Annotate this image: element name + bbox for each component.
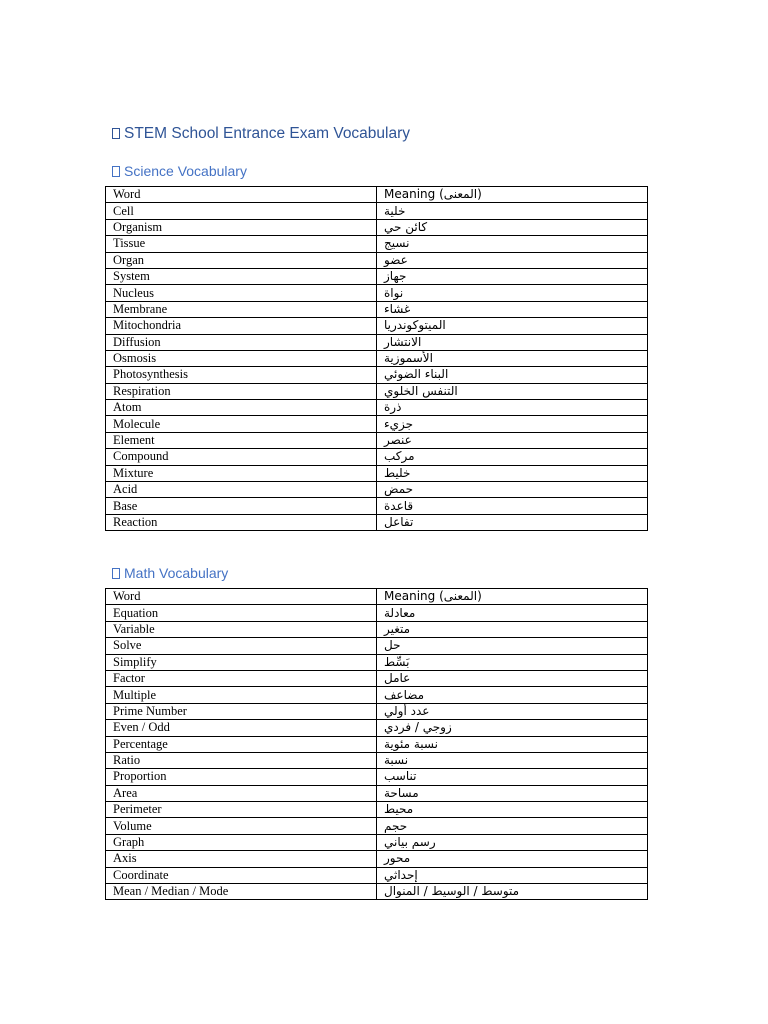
meaning-cell: زوجي / فردي xyxy=(377,720,648,736)
table-row xyxy=(106,851,648,867)
word-cell: Element xyxy=(106,432,377,448)
table-row xyxy=(106,670,648,686)
meaning-cell: إحداثي xyxy=(377,867,648,883)
table-row xyxy=(106,318,648,334)
word-cell: Area xyxy=(106,785,377,801)
meaning-cell: محيط xyxy=(377,802,648,818)
meaning-cell: حمض xyxy=(377,482,648,498)
missing-glyph-icon xyxy=(112,568,120,579)
meaning-cell: رسم بياني xyxy=(377,834,648,850)
word-cell: Percentage xyxy=(106,736,377,752)
science-heading-text: Science Vocabulary xyxy=(124,163,247,179)
meaning-cell: التنفس الخلوي xyxy=(377,383,648,399)
table-row xyxy=(106,867,648,883)
meaning-cell: الأسموزية xyxy=(377,350,648,366)
meaning-cell: قاعدة xyxy=(377,498,648,514)
meaning-cell: مساحة xyxy=(377,785,648,801)
word-cell: Even / Odd xyxy=(106,720,377,736)
meaning-cell: نسيج xyxy=(377,236,648,252)
table-row xyxy=(106,416,648,432)
table-row xyxy=(106,752,648,768)
table-row xyxy=(106,736,648,752)
word-cell: Nucleus xyxy=(106,285,377,301)
word-cell: Organ xyxy=(106,252,377,268)
table-row xyxy=(106,884,648,900)
table-row xyxy=(106,834,648,850)
word-cell: Graph xyxy=(106,834,377,850)
word-cell: Membrane xyxy=(106,301,377,317)
table-row xyxy=(106,605,648,621)
meaning-cell: الميتوكوندريا xyxy=(377,318,648,334)
math-heading-text: Math Vocabulary xyxy=(124,565,229,581)
word-cell: Mixture xyxy=(106,465,377,481)
science-section-heading xyxy=(112,163,247,179)
table-row xyxy=(106,449,648,465)
word-cell: Base xyxy=(106,498,377,514)
word-cell: Volume xyxy=(106,818,377,834)
word-cell: Compound xyxy=(106,449,377,465)
word-cell: Multiple xyxy=(106,687,377,703)
word-cell: Diffusion xyxy=(106,334,377,350)
meaning-cell: نواة xyxy=(377,285,648,301)
table-row xyxy=(106,334,648,350)
table-row xyxy=(106,703,648,719)
table-row xyxy=(106,236,648,252)
meaning-cell: عضو xyxy=(377,252,648,268)
word-cell: Perimeter xyxy=(106,802,377,818)
table-row xyxy=(106,203,648,219)
word-cell: Variable xyxy=(106,621,377,637)
word-cell: Photosynthesis xyxy=(106,367,377,383)
word-cell: Reaction xyxy=(106,514,377,530)
meaning-cell: متغير xyxy=(377,621,648,637)
meaning-cell: مركب xyxy=(377,449,648,465)
word-cell: Mean / Median / Mode xyxy=(106,884,377,900)
meaning-cell: نسبة xyxy=(377,752,648,768)
meaning-cell: معادلة xyxy=(377,605,648,621)
word-cell: Tissue xyxy=(106,236,377,252)
word-cell: Molecule xyxy=(106,416,377,432)
meaning-cell: نسبة مئوية xyxy=(377,736,648,752)
table-header-row xyxy=(106,589,648,605)
table-row xyxy=(106,400,648,416)
table-row xyxy=(106,654,648,670)
meaning-cell: الانتشار xyxy=(377,334,648,350)
word-cell: Mitochondria xyxy=(106,318,377,334)
word-cell: Osmosis xyxy=(106,350,377,366)
word-cell: Ratio xyxy=(106,752,377,768)
meaning-cell: حجم xyxy=(377,818,648,834)
word-cell: Word xyxy=(106,187,377,203)
meaning-cell: جزيء xyxy=(377,416,648,432)
word-cell: Coordinate xyxy=(106,867,377,883)
meaning-cell: محور xyxy=(377,851,648,867)
meaning-cell: غشاء xyxy=(377,301,648,317)
word-cell: System xyxy=(106,268,377,284)
table-row xyxy=(106,802,648,818)
meaning-cell: جهاز xyxy=(377,268,648,284)
meaning-cell: تفاعل xyxy=(377,514,648,530)
meaning-cell: Meaning (المعنى) xyxy=(377,589,648,605)
word-cell: Word xyxy=(106,589,377,605)
word-cell: Respiration xyxy=(106,383,377,399)
meaning-cell: Meaning (المعنى) xyxy=(377,187,648,203)
table-row xyxy=(106,219,648,235)
table-row xyxy=(106,367,648,383)
table-row xyxy=(106,498,648,514)
math-section-heading xyxy=(112,565,228,581)
table-row xyxy=(106,818,648,834)
document-title xyxy=(112,125,410,143)
table-row xyxy=(106,285,648,301)
meaning-cell: حل xyxy=(377,638,648,654)
table-row xyxy=(106,621,648,637)
table-row xyxy=(106,769,648,785)
word-cell: Simplify xyxy=(106,654,377,670)
meaning-cell: بَسِّط xyxy=(377,654,648,670)
table-row xyxy=(106,301,648,317)
table-row xyxy=(106,432,648,448)
word-cell: Atom xyxy=(106,400,377,416)
table-row xyxy=(106,638,648,654)
meaning-cell: متوسط / الوسيط / المنوال xyxy=(377,884,648,900)
table-row xyxy=(106,482,648,498)
missing-glyph-icon xyxy=(112,166,120,177)
table-row xyxy=(106,514,648,530)
science-vocabulary-table xyxy=(105,186,648,531)
word-cell: Factor xyxy=(106,670,377,686)
table-row xyxy=(106,383,648,399)
word-cell: Equation xyxy=(106,605,377,621)
word-cell: Solve xyxy=(106,638,377,654)
meaning-cell: ذرة xyxy=(377,400,648,416)
table-row xyxy=(106,785,648,801)
table-row xyxy=(106,350,648,366)
word-cell: Proportion xyxy=(106,769,377,785)
meaning-cell: مضاعف xyxy=(377,687,648,703)
meaning-cell: كائن حي xyxy=(377,219,648,235)
word-cell: Cell xyxy=(106,203,377,219)
table-row xyxy=(106,465,648,481)
table-header-row xyxy=(106,187,648,203)
meaning-cell: عدد أولي xyxy=(377,703,648,719)
meaning-cell: عامل xyxy=(377,670,648,686)
table-row xyxy=(106,268,648,284)
table-row xyxy=(106,687,648,703)
meaning-cell: خلية xyxy=(377,203,648,219)
word-cell: Axis xyxy=(106,851,377,867)
document-title-text: STEM School Entrance Exam Vocabulary xyxy=(124,125,411,142)
meaning-cell: عنصر xyxy=(377,432,648,448)
word-cell: Prime Number xyxy=(106,703,377,719)
missing-glyph-icon xyxy=(112,128,120,139)
table-row xyxy=(106,252,648,268)
word-cell: Acid xyxy=(106,482,377,498)
table-row xyxy=(106,720,648,736)
word-cell: Organism xyxy=(106,219,377,235)
meaning-cell: تناسب xyxy=(377,769,648,785)
math-vocabulary-table xyxy=(105,588,648,900)
meaning-cell: البناء الضوئي xyxy=(377,367,648,383)
meaning-cell: خليط xyxy=(377,465,648,481)
